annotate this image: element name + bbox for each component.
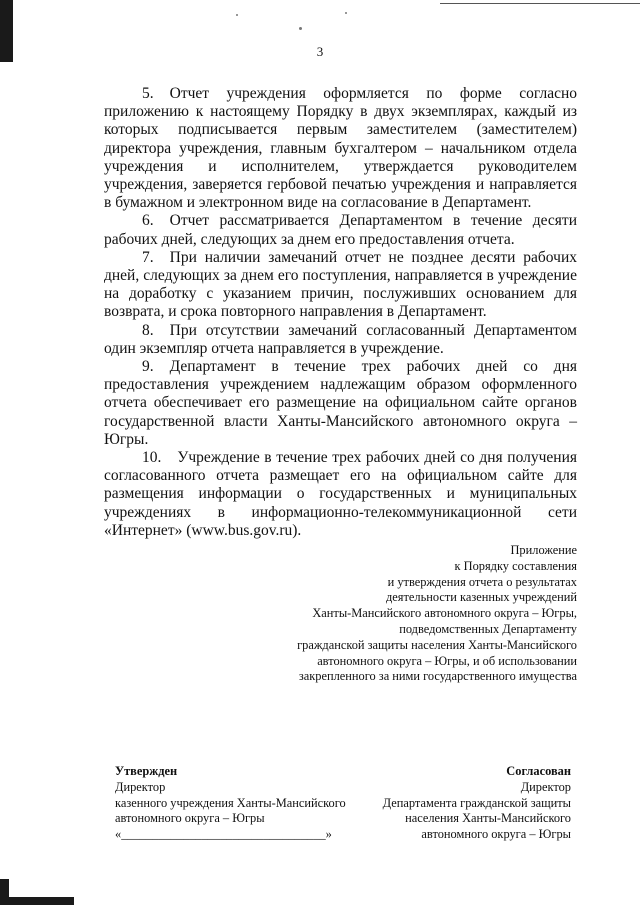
paragraph-text: При наличии замечаний отчет не позднее десяти рабочих дней, следующих за днем его поступления, направляется в учреждение на доработку с указанием причин, послуживших основанием для возврата, и срока повторного направления в Департамент.: [104, 248, 577, 321]
appendix-line: подведомственных Департаменту: [399, 621, 577, 636]
appendix-line: автономного округа – Югры, и об использовании: [317, 653, 577, 668]
agreed-line: автономного округа – Югры: [421, 827, 571, 842]
appendix-line: деятельности казенных учреждений: [385, 590, 577, 605]
paragraph-number: 6.: [142, 212, 154, 230]
agreed-line: Департамента гражданской защиты: [382, 795, 571, 810]
scan-speck: [236, 14, 238, 16]
approved-line: автономного округа – Югры: [115, 811, 265, 826]
paragraph-text: При отсутствии замечаний согласованный Департаментом один экземпляр отчета направляется в учреждение.: [104, 321, 577, 357]
paragraph: [104, 322, 577, 358]
paragraph: [104, 85, 577, 212]
appendix-line: и утверждения отчета о результатах: [387, 574, 577, 589]
agreed-block: [311, 764, 571, 843]
approved-signature-line: «_________________________________»: [115, 827, 332, 842]
approved-heading: Утвержден: [115, 764, 178, 778]
agreed-line: населения Ханты-Мансийского: [405, 811, 571, 826]
paragraph-number: 10.: [142, 449, 162, 467]
scan-edge-mark: [0, 897, 74, 905]
paragraph: [104, 249, 577, 322]
page-number: 3: [316, 44, 324, 59]
appendix-line: к Порядку составления: [454, 558, 577, 573]
scan-speck: [345, 12, 347, 14]
paragraph-text: Отчет учреждения оформляется по форме согласно приложению к настоящему Порядку в двух экземплярах, каждый из которых подписывается первым заместителем (заместителем) директора учреждения, главным бухгалтером – начальником отдела учреждения и исполнителем, утверждается руководителем учреждения, заверяется гербовой печатью учреждения и направляется в бумажном и электронном виде на согласование в Департамент.: [104, 85, 577, 212]
paragraph-text: Учреждение в течение трех рабочих дней со дня получения согласованного отчета размещает его на официальном сайте для размещения информации о государственных и муниципальных учреждениях в информационно-телекоммуникационной сети «Интернет» (www.bus.gov.ru).: [104, 449, 577, 539]
paragraph-number: 7.: [142, 248, 154, 266]
paragraph: [104, 358, 577, 449]
appendix-line: Ханты-Мансийского автономного округа – Югры,: [312, 606, 577, 621]
body-text: [104, 85, 577, 540]
paragraph-number: 8.: [142, 321, 154, 339]
appendix-block: [247, 543, 577, 685]
approved-line: Директор: [115, 779, 166, 794]
agreed-heading: Согласован: [506, 764, 571, 778]
agreed-line: Директор: [520, 779, 571, 794]
scan-speck: [299, 27, 302, 30]
paragraph-text: Отчет рассматривается Департаментом в течение десяти рабочих дней, следующих за днем его предоставления отчета.: [104, 212, 577, 248]
appendix-line: закрепленного за ними государственного имущества: [298, 669, 577, 684]
appendix-line: гражданской защиты населения Ханты-Мансийского: [297, 637, 577, 652]
paragraph-number: 9.: [142, 358, 154, 376]
appendix-line: Приложение: [510, 543, 577, 557]
paragraph-text: Департамент в течение трех рабочих дней со дня предоставления учреждением надлежащим образом оформленного отчета обеспечивает его размещение на официальном сайте органов государственной власти Ханты-Мансийского автономного округа – Югры.: [104, 358, 577, 448]
scan-edge-line: [440, 3, 640, 4]
paragraph: [104, 449, 577, 540]
paragraph: [104, 212, 577, 248]
approved-line: казенного учреждения Ханты-Мансийского: [115, 795, 346, 810]
scan-edge-mark: [0, 879, 9, 905]
paragraph-number: 5.: [142, 85, 154, 102]
